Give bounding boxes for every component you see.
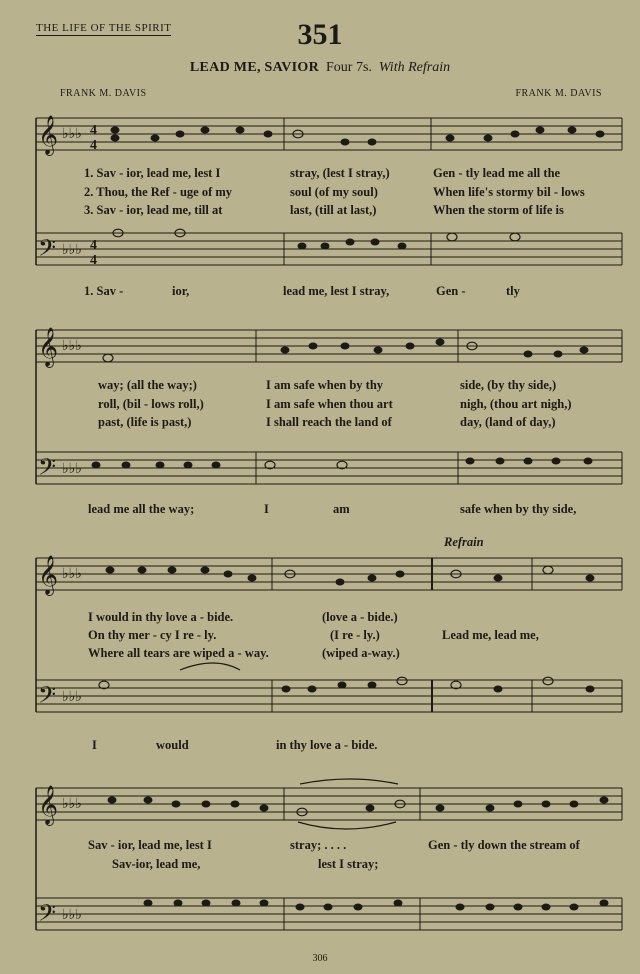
verse-1-line-1b: stray, (lest I stray,) bbox=[290, 166, 390, 180]
svg-text:♭♭♭: ♭♭♭ bbox=[62, 908, 82, 923]
refrain-line-2b: stray; . . . . bbox=[290, 838, 347, 852]
verse-3-line-1c: When the storm of life is bbox=[433, 203, 564, 217]
bass-word: ior, bbox=[172, 284, 190, 298]
bass-word: 1. Sav - bbox=[84, 284, 124, 298]
verse-1-line-1c: Gen - tly lead me all the bbox=[433, 166, 561, 180]
verse-1-line-3a: I would in thy love a - bide. bbox=[88, 610, 234, 624]
bass-word: in thy love a - bide. bbox=[276, 738, 378, 752]
music-credit: FRANK M. DAVIS bbox=[515, 88, 602, 99]
section-title: THE LIFE OF THE SPIRIT bbox=[36, 22, 172, 34]
svg-text:𝄢: 𝄢 bbox=[38, 683, 57, 714]
verse-3-line-3a: Where all tears are wiped a - way. bbox=[88, 646, 269, 660]
bass-word: I bbox=[92, 738, 97, 752]
verse-1-line-2a: way; (all the way;) bbox=[98, 378, 197, 392]
verse-2-line-2c: nigh, (thou art nigh,) bbox=[460, 397, 572, 411]
verse-2-line-1b: soul (of my soul) bbox=[290, 185, 378, 199]
verse-2-line-3a: On thy mer - cy I re - ly. bbox=[88, 628, 217, 642]
verse-3-line-1b: last, (till at last,) bbox=[290, 203, 377, 217]
bass-word: I bbox=[264, 502, 269, 516]
bass-word: am bbox=[333, 502, 350, 516]
bass-word: tly bbox=[506, 284, 520, 298]
svg-text:♭♭♭: ♭♭♭ bbox=[62, 339, 82, 354]
svg-text:4: 4 bbox=[90, 238, 97, 253]
svg-text:4: 4 bbox=[90, 138, 97, 153]
verse-1-line-1a: 1. Sav - ior, lead me, lest I bbox=[84, 166, 221, 180]
hymn-title-line bbox=[0, 60, 640, 76]
verse-1-line-3b: (love a - bide.) bbox=[322, 610, 398, 624]
verse-2-line-1a: 2. Thou, the Ref - uge of my bbox=[84, 185, 233, 199]
verse-3-line-2c: day, (land of day,) bbox=[460, 415, 556, 429]
hymn-number: 351 bbox=[297, 18, 343, 51]
hymn-title: LEAD ME, SAVIOR bbox=[189, 60, 320, 75]
svg-text:𝄞: 𝄞 bbox=[38, 117, 59, 154]
refrain-line-1: Lead me, lead me, bbox=[442, 628, 539, 642]
verse-3-line-1a: 3. Sav - ior, lead me, till at bbox=[84, 203, 223, 217]
bass-word: lead me, lest I stray, bbox=[283, 284, 390, 298]
svg-text:𝄞: 𝄞 bbox=[38, 329, 59, 366]
refrain-line-2c: Gen - tly down the stream of bbox=[428, 838, 580, 852]
verse-2-line-2a: roll, (bil - lows roll,) bbox=[98, 397, 204, 411]
refrain-echo-b: lest I stray; bbox=[318, 857, 379, 871]
page-number: 306 bbox=[312, 953, 328, 964]
verse-3-line-3b: (wiped a-way.) bbox=[322, 646, 400, 660]
words-credit: FRANK M. DAVIS bbox=[60, 88, 147, 99]
svg-text:♭♭♭: ♭♭♭ bbox=[62, 797, 82, 812]
refrain-line-2a: Sav - ior, lead me, lest I bbox=[88, 838, 212, 852]
bass-word: lead me all the way; bbox=[88, 502, 195, 516]
svg-text:𝄢: 𝄢 bbox=[38, 901, 57, 932]
bass-word: Gen - bbox=[436, 284, 466, 298]
bass-word: would bbox=[156, 738, 189, 752]
refrain-echo-a: Sav-ior, lead me, bbox=[112, 857, 201, 871]
verse-2-line-1c: When life's stormy bil - lows bbox=[433, 185, 585, 199]
svg-text:4: 4 bbox=[90, 253, 97, 268]
svg-text:𝄞: 𝄞 bbox=[38, 787, 59, 824]
svg-text:♭♭♭: ♭♭♭ bbox=[62, 243, 82, 258]
verse-1-line-2c: side, (by thy side,) bbox=[460, 378, 557, 392]
refrain-label: Refrain bbox=[444, 535, 484, 549]
svg-text:𝄢: 𝄢 bbox=[38, 236, 57, 267]
svg-text:♭♭♭: ♭♭♭ bbox=[62, 690, 82, 705]
svg-text:♭♭♭: ♭♭♭ bbox=[62, 127, 82, 142]
svg-text:♭♭♭: ♭♭♭ bbox=[62, 462, 82, 477]
svg-text:𝄢: 𝄢 bbox=[38, 455, 57, 486]
svg-text:4: 4 bbox=[90, 123, 97, 138]
verse-3-line-2a: past, (life is past,) bbox=[98, 415, 192, 429]
verse-2-line-3b: (I re - ly.) bbox=[330, 628, 380, 642]
verse-3-line-2b: I shall reach the land of bbox=[266, 415, 392, 429]
bass-word: safe when by thy side, bbox=[460, 502, 577, 516]
verse-1-line-2b: I am safe when by thy bbox=[266, 378, 384, 392]
svg-text:𝄞: 𝄞 bbox=[38, 557, 59, 594]
refrain-note: With Refrain bbox=[378, 60, 451, 75]
meter: Four 7s. bbox=[326, 60, 372, 75]
verse-2-line-2b: I am safe when thou art bbox=[266, 397, 393, 411]
svg-text:♭♭♭: ♭♭♭ bbox=[62, 567, 82, 582]
